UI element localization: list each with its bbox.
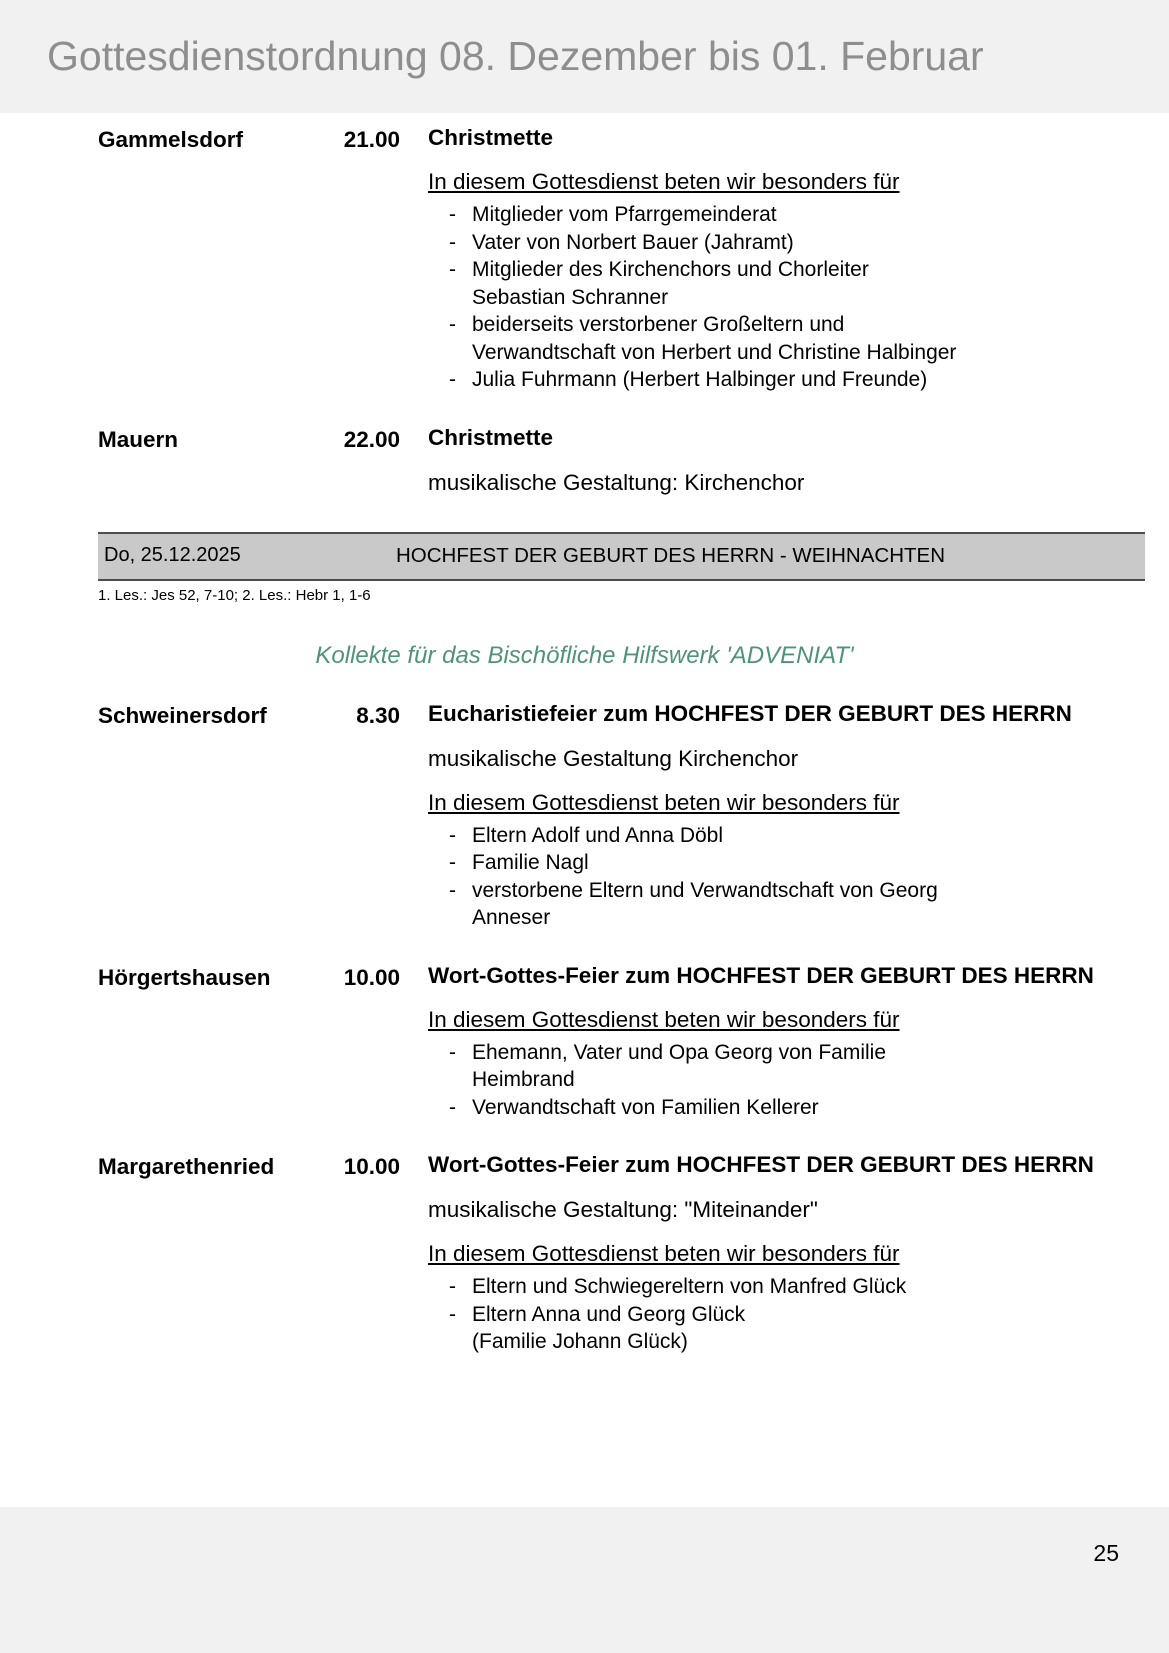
prayer-item-line: Eltern Anna und Georg Glück — [472, 1302, 746, 1326]
prayer-item-line-cont: Verwandtschaft von Herbert und Christine Halbinger — [472, 340, 957, 364]
prayer-item-line: Verwandtschaft von Familien Kellerer — [472, 1095, 819, 1119]
service-place: Gammelsdorf — [98, 127, 244, 152]
prayer-item-line: Julia Fuhrmann (Herbert Halbinger und Freunde) — [472, 368, 928, 391]
service-place: Schweinersdorf — [98, 702, 267, 728]
prayer-item-line: Mitglieder vom Pfarrgemeinderat — [472, 203, 777, 226]
page-content — [0, 113, 1169, 1356]
service-music: musikalische Gestaltung: "Miteinander" — [428, 1197, 818, 1222]
feast-name: HOCHFEST DER GEBURT DES HERRN - WEIHNACHTEN — [396, 543, 945, 567]
prayer-item — [446, 1273, 1145, 1301]
service-details — [428, 960, 1145, 1122]
service-time: 21.00 — [343, 127, 400, 152]
service-entry — [0, 698, 1169, 932]
prayer-item — [446, 201, 1145, 229]
feast-readings: 1. Les.: Jes 52, 7-10; 2. Les.: Hebr 1, 1-6 — [98, 586, 371, 604]
prayer-item — [446, 1094, 1145, 1122]
prayer-item — [446, 822, 1145, 850]
prayer-item-line: Ehemann, Vater und Opa Georg von Familie — [472, 1040, 887, 1064]
service-details — [428, 122, 1145, 394]
prayer-list — [428, 1039, 1145, 1122]
prayer-heading-row — [428, 774, 1145, 818]
page-header-band — [0, 0, 1169, 113]
prayer-item — [446, 849, 1145, 877]
prayer-heading-row — [428, 991, 1145, 1035]
service-place: Margarethenried — [98, 1154, 275, 1179]
service-title: Wort-Gottes-Feier zum HOCHFEST DER GEBURT DES HERRN — [428, 962, 1094, 988]
service-details — [428, 422, 1145, 498]
service-time: 22.00 — [343, 426, 400, 452]
service-title: Wort-Gottes-Feier zum HOCHFEST DER GEBURT DES HERRN — [428, 1152, 1094, 1177]
prayer-item-line: Familie Nagl — [472, 851, 589, 874]
prayer-list — [428, 201, 1145, 394]
prayer-item — [446, 1039, 1145, 1094]
service-title: Christmette — [428, 125, 554, 150]
prayer-item-line-cont: Anneser — [472, 906, 551, 929]
page-footer-band — [0, 1507, 1169, 1653]
feast-date: Do, 25.12.2025 — [104, 543, 241, 566]
prayer-item — [446, 311, 1145, 366]
service-time: 8.30 — [356, 702, 400, 728]
service-title: Eucharistiefeier zum HOCHFEST DER GEBURT DES HERRN — [428, 700, 1072, 726]
prayer-item — [446, 229, 1145, 257]
prayer-item-line: Eltern Adolf und Anna Döbl — [472, 823, 724, 847]
prayer-item-line-cont: (Familie Johann Glück) — [472, 1330, 688, 1353]
prayer-item — [446, 256, 1145, 311]
service-title: Christmette — [428, 424, 554, 450]
prayer-list — [428, 1273, 1145, 1356]
feast-bar — [98, 532, 1145, 581]
prayer-heading: In diesem Gottesdienst beten wir besonders für — [428, 169, 900, 194]
prayer-item-line-cont: Heimbrand — [472, 1068, 575, 1091]
prayer-heading: In diesem Gottesdienst beten wir besonders für — [428, 1241, 900, 1266]
service-list-before-feast — [0, 122, 1169, 498]
prayer-heading: In diesem Gottesdienst beten wir besonders für — [428, 1006, 900, 1032]
prayer-heading-row — [428, 153, 1145, 197]
service-time: 10.00 — [343, 964, 400, 990]
service-place: Hörgertshausen — [98, 964, 271, 990]
prayer-item — [446, 877, 1145, 932]
prayer-list — [428, 822, 1145, 932]
service-music: musikalische Gestaltung Kirchenchor — [428, 745, 799, 771]
collection-note: Kollekte für das Bischöfliche Hilfswerk 'ADVENIAT' — [315, 641, 854, 669]
prayer-item — [446, 366, 1145, 394]
service-details — [428, 698, 1145, 932]
prayer-item-line: beiderseits verstorbener Großeltern und — [472, 313, 845, 336]
service-entry — [0, 1149, 1169, 1356]
prayer-item-line: Mitglieder des Kirchenchors und Chorleiter — [472, 258, 869, 281]
prayer-heading-row — [428, 1225, 1145, 1269]
service-entry — [0, 960, 1169, 1122]
service-entry — [0, 122, 1169, 394]
service-list-after-feast — [0, 698, 1169, 1356]
service-time: 10.00 — [343, 1154, 400, 1179]
prayer-item-line: Eltern und Schwiegereltern von Manfred Glück — [472, 1275, 907, 1298]
service-place: Mauern — [98, 426, 179, 452]
page-title: Gottesdienstordnung 08. Dezember bis 01. Februar — [47, 33, 984, 79]
prayer-item-line-cont: Sebastian Schranner — [472, 285, 669, 309]
service-music: musikalische Gestaltung: Kirchenchor — [428, 469, 805, 495]
service-details — [428, 1149, 1145, 1356]
service-entry — [0, 422, 1169, 498]
prayer-item-line: Vater von Norbert Bauer (Jahramt) — [472, 230, 794, 254]
prayer-item — [446, 1301, 1145, 1356]
prayer-heading: In diesem Gottesdienst beten wir besonders für — [428, 789, 900, 815]
page-number: 25 — [1093, 1540, 1119, 1566]
prayer-item-line: verstorbene Eltern und Verwandtschaft von Georg — [472, 878, 938, 902]
